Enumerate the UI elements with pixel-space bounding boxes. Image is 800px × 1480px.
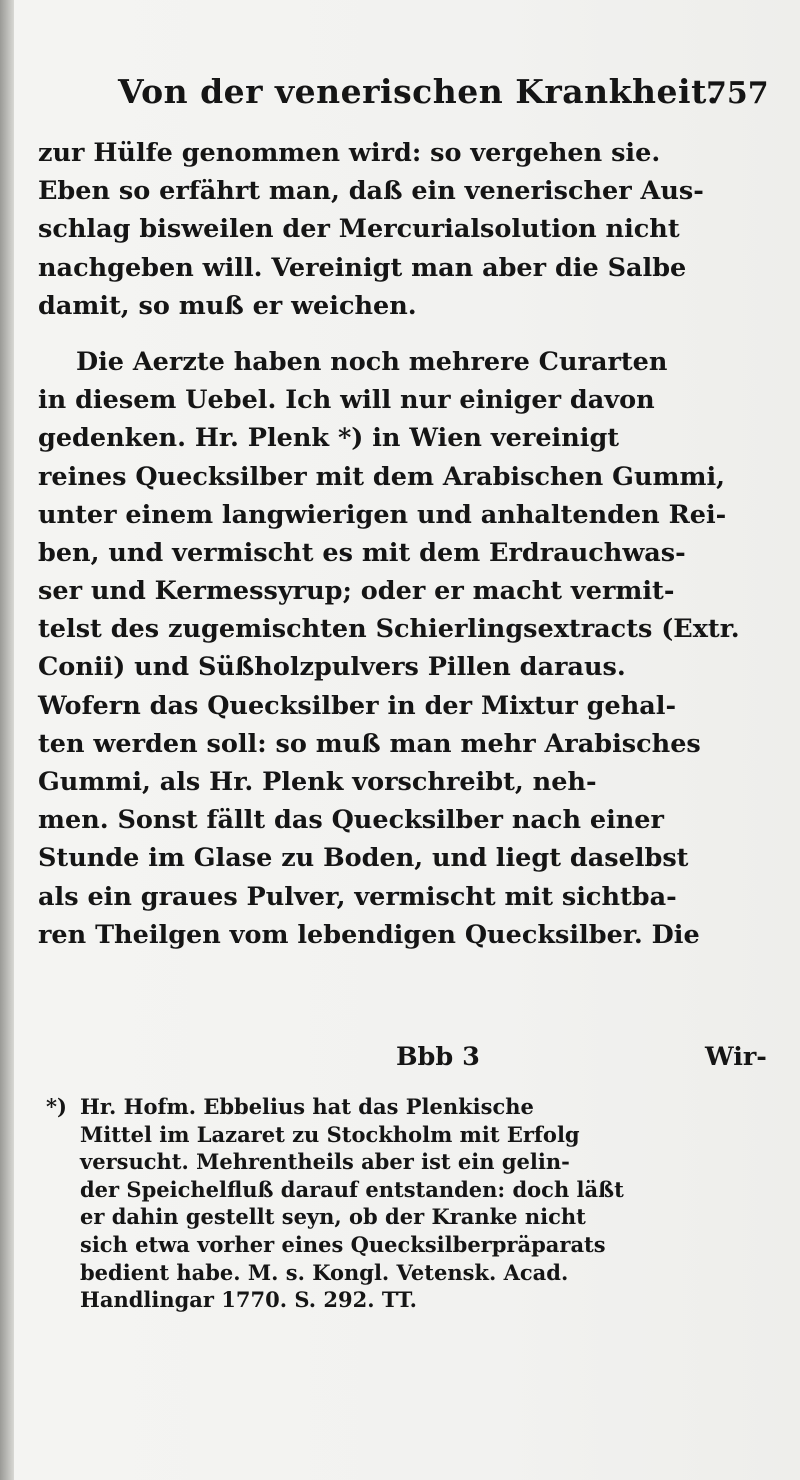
footnote-marker: *) (46, 1094, 67, 1119)
text-line: in diesem Uebel. Ich will nur einiger davon (38, 385, 655, 416)
text-line: ser und Kermessyrup; oder er macht vermit- (38, 576, 675, 607)
footnote-line: Hr. Hofm. Ebbelius hat das Plenkische (80, 1094, 534, 1119)
text-line: zur Hülfe genommen wird: so vergehen sie. (38, 138, 661, 168)
main-text (38, 134, 778, 954)
text-line: Conii) und Süßholzpulvers Pillen daraus. (38, 652, 626, 683)
footnote-line: bedient habe. M. s. Kongl. Vetensk. Acad. (80, 1259, 569, 1285)
signature-mark: Bbb 3 (396, 1042, 480, 1072)
footnote-line: sich etwa vorher eines Quecksilberpräparats (80, 1231, 606, 1257)
text-line: ren Theilgen vom lebendigen Quecksilber. Die (38, 919, 700, 950)
text-line: unter einem langwierigen und anhaltenden Rei- (38, 499, 727, 530)
catchline (0, 1042, 800, 1082)
footnote-line: Mittel im Lazaret zu Stockholm mit Erfolg (80, 1121, 580, 1147)
text-line: men. Sonst fällt das Quecksilber nach einer (38, 805, 664, 836)
text-line: nachgeben will. Vereinigt man aber die Salbe (38, 252, 687, 283)
text-line: ben, und vermischt es mit dem Erdrauchwas- (38, 537, 686, 568)
page-binding-edge (0, 0, 14, 1480)
footnote-line: der Speichelfluß darauf entstanden: doch läßt (80, 1176, 624, 1202)
footnote (46, 1093, 780, 1314)
running-header (0, 72, 800, 112)
text-line: schlag bisweilen der Mercurialsolution nicht (38, 214, 680, 245)
paragraph-gap (38, 325, 778, 343)
catchword: Wir- (705, 1042, 767, 1072)
text-line: Eben so erfährt man, daß ein venerischer Aus- (38, 176, 704, 207)
page-number: 757 (706, 76, 769, 111)
text-line: telst des zugemischten Schierlingsextracts (Extr. (38, 614, 740, 645)
footnote-line: versucht. Mehrentheils aber ist ein gelin- (80, 1149, 570, 1175)
footnote-line: Handlingar 1770. S. 292. TT. (80, 1287, 417, 1313)
text-line: Gummi, als Hr. Plenk vorschreibt, neh- (38, 767, 597, 797)
text-line: Wofern das Quecksilber in der Mixtur gehal- (38, 690, 677, 721)
text-line: als ein graues Pulver, vermischt mit sichtba- (38, 881, 677, 912)
text-line: gedenken. Hr. Plenk *) in Wien vereinigt (38, 423, 620, 454)
footnote-line: er dahin gestellt seyn, ob der Kranke nicht (80, 1204, 586, 1230)
text-line: Stunde im Glase zu Boden, und liegt daselbst (38, 843, 689, 874)
text-line: ten werden soll: so muß man mehr Arabisches (38, 728, 701, 759)
running-title: Von der venerischen Krankheit. (118, 72, 719, 111)
text-line: reines Quecksilber mit dem Arabischen Gummi, (38, 461, 726, 492)
text-line: damit, so muß er weichen. (38, 290, 417, 321)
text-line: Die Aerzte haben noch mehrere Curarten (76, 346, 668, 377)
